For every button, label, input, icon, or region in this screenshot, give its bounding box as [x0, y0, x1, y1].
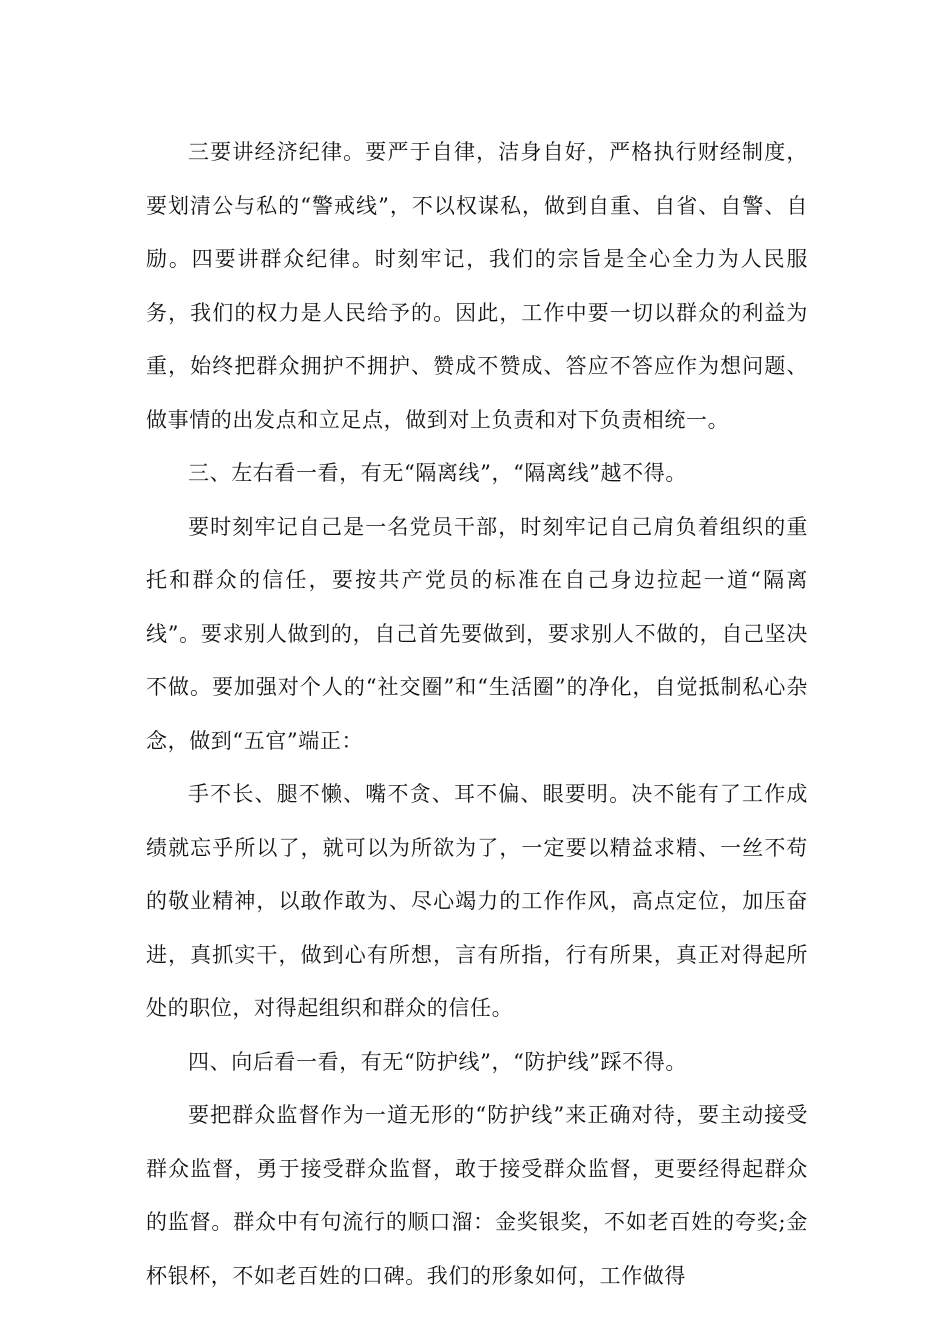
paragraph-public-supervision: 要把群众监督作为一道无形的“防护线”来正确对待，要主动接受群众监督，勇于接受群众监督，敢于接受群众监督，更要经得起群众的监督。群众中有句流行的顺口溜：金奖银奖，不如老百姓的夸奖;金杯银杯，不如老百姓的口碑。我们的形象如何，工作做得 — [146, 1103, 808, 1288]
heading-isolation-line: 三、左右看一看，有无“隔离线”，“隔离线”越不得。 — [188, 461, 687, 485]
paragraph-isolation-line: 要时刻牢记自己是一名党员干部，时刻牢记自己肩负着组织的重托和群众的信任，要按共产党员的标准在自己身边拉起一道“隔离线”。要求别人做到的，自己首先要做到，要求别人不做的，自己坚决不做。要加强对个人的“社交圈”和“生活圈”的净化，自觉抵制私心杂念，做到“五官”端正： — [146, 514, 808, 753]
heading-protection-line: 四、向后看一看，有无“防护线”，“防护线”踩不得。 — [188, 1049, 687, 1074]
document-body — [146, 126, 808, 1303]
paragraph-economic-discipline: 三要讲经济纪律。要严于自律，洁身自好，严格执行财经制度，要划清公与私的“警戒线”，不以权谋私，做到自重、自省、自警、自励。四要讲群众纪律。时刻牢记，我们的宗旨是全心全力为人民服务，我们的权力是人民给予的。因此，工作中要一切以群众的利益为重，始终把群众拥护不拥护、赞成不赞成、答应不答应作为想问题、做事情的出发点和立足点，做到对上负责和对下负责相统一。 — [146, 140, 808, 432]
paragraph-five-senses: 手不长、腿不懒、嘴不贪、耳不偏、眼要明。决不能有了工作成绩就忘乎所以了，就可以为所欲为了，一定要以精益求精、一丝不苟的敬业精神，以敢作敢为、尽心竭力的工作作风，高点定位，加压奋进，真抓实干，做到心有所想，言有所指，行有所果，真正对得起所处的职位，对得起组织和群众的信任。 — [146, 782, 808, 1020]
